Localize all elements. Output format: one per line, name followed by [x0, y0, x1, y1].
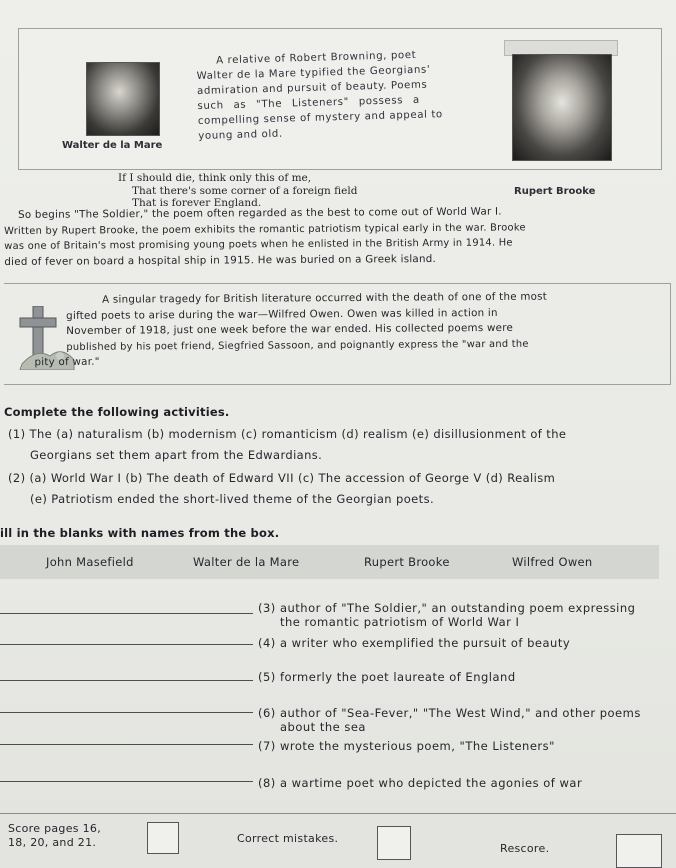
soldier-paragraph — [4, 203, 664, 270]
answer-blank-4[interactable] — [0, 644, 253, 645]
answer-blank-5[interactable] — [0, 680, 253, 681]
rupert-brooke-portrait — [512, 54, 612, 161]
clue-line: (3) author of "The Soldier," an outstanding poem expressing — [258, 601, 636, 615]
paragraph-line: published by his poet friend, Siegfried Sassoon, and poignantly express the "war and the — [66, 338, 529, 353]
intro-line: compelling sense of mystery and appeal to — [197, 109, 443, 127]
paragraph-line: So begins "The Soldier," the poem often regarded as the best to come out of World War I. — [18, 205, 502, 221]
caption-rupert-brooke: Rupert Brooke — [514, 186, 596, 197]
clue-7 — [258, 739, 555, 753]
question-1-line: (1) The (a) naturalism (b) modernism (c) romanticism (d) realism (e) disillusionment of the — [8, 427, 567, 441]
answer-blank-6[interactable] — [0, 712, 253, 713]
answer-blank-3[interactable] — [0, 613, 253, 614]
clue-line: the romantic patriotism of World War I — [280, 615, 520, 629]
activities-heading: Complete the following activities. — [4, 405, 230, 419]
paragraph-line: A singular tragedy for British literature occurred with the death of one of the most — [102, 290, 548, 306]
paragraph-line: died of fever on board a hospital ship in 1915. He was buried on a Greek island. — [4, 252, 437, 268]
correct-mistakes-label: Correct mistakes. — [237, 832, 339, 845]
clue-line: (4) a writer who exemplified the pursuit of beauty — [258, 636, 571, 650]
fill-blanks-heading: ill in the blanks with names from the box. — [0, 526, 280, 540]
paragraph-line: November of 1918, just one week before the war ended. His collected poems were — [66, 321, 514, 337]
answer-blank-7[interactable] — [0, 744, 253, 745]
question-2-line: (2) (a) World War I (b) The death of Edward VII (c) The accession of George V (d) Realism — [8, 471, 556, 485]
clue-line: about the sea — [280, 720, 366, 734]
score-pages-label — [8, 822, 101, 850]
activities-list — [8, 424, 566, 510]
name-option: John Masefield — [46, 555, 134, 569]
intro-line: admiration and pursuit of beauty. Poems — [196, 79, 428, 97]
walter-de-la-mare-portrait — [86, 62, 160, 136]
poem-line: That there's some corner of a foreign field — [132, 184, 358, 197]
clue-line: (8) a wartime poet who depicted the agonies of war — [258, 776, 583, 790]
clue-line: (6) author of "Sea-Fever," "The West Wind," and other poems — [258, 706, 641, 720]
score-label-line: 18, 20, and 21. — [8, 836, 97, 849]
clue-6 — [258, 706, 641, 734]
clue-3 — [258, 601, 635, 629]
correct-mistakes-checkbox[interactable] — [377, 826, 411, 860]
answer-blank-8[interactable] — [0, 781, 253, 782]
intro-paragraph — [196, 47, 450, 144]
paragraph-line: pity of war." — [34, 355, 100, 369]
poem-excerpt — [118, 172, 357, 210]
paragraph-line: was one of Britain's most promising young poets when he enlisted in the British Army in 1914. He — [4, 237, 513, 252]
name-option: Walter de la Mare — [193, 555, 300, 569]
clue-8 — [258, 776, 582, 790]
clue-5 — [258, 670, 516, 684]
score-checkbox[interactable] — [147, 822, 179, 854]
owen-paragraph — [34, 289, 663, 371]
clue-4 — [258, 636, 570, 650]
clue-line: (7) wrote the mysterious poem, "The Listeners" — [258, 739, 555, 753]
poem-line: If I should die, think only this of me, — [118, 172, 312, 184]
rescore-label: Rescore. — [500, 842, 550, 855]
intro-line: Walter de la Mare typified the Georgians' — [196, 64, 431, 82]
intro-line: such as "The Listeners" possess a — [197, 94, 420, 112]
poem-line: That is forever England. — [132, 197, 262, 209]
intro-line: A relative of Robert Browning, poet — [216, 49, 417, 67]
intro-line: young and old. — [198, 128, 283, 142]
paragraph-line: Written by Rupert Brooke, the poem exhibits the romantic patriotism typical early in the war. Brooke — [4, 221, 526, 237]
rescore-checkbox[interactable] — [616, 834, 662, 868]
question-2-line: (e) Patriotism ended the short-lived theme of the Georgian poets. — [30, 492, 435, 506]
caption-walter-de-la-mare: Walter de la Mare — [62, 140, 163, 151]
paragraph-line: gifted poets to arise during the war—Wilfred Owen. Owen was killed in action in — [66, 306, 498, 322]
score-label-line: Score pages 16, — [8, 822, 101, 835]
score-bar — [0, 813, 676, 868]
name-option: Wilfred Owen — [512, 555, 593, 569]
clue-line: (5) formerly the poet laureate of England — [258, 670, 516, 684]
name-option: Rupert Brooke — [364, 555, 450, 569]
question-1-line: Georgians set them apart from the Edwardians. — [30, 448, 323, 462]
name-box — [0, 545, 659, 579]
